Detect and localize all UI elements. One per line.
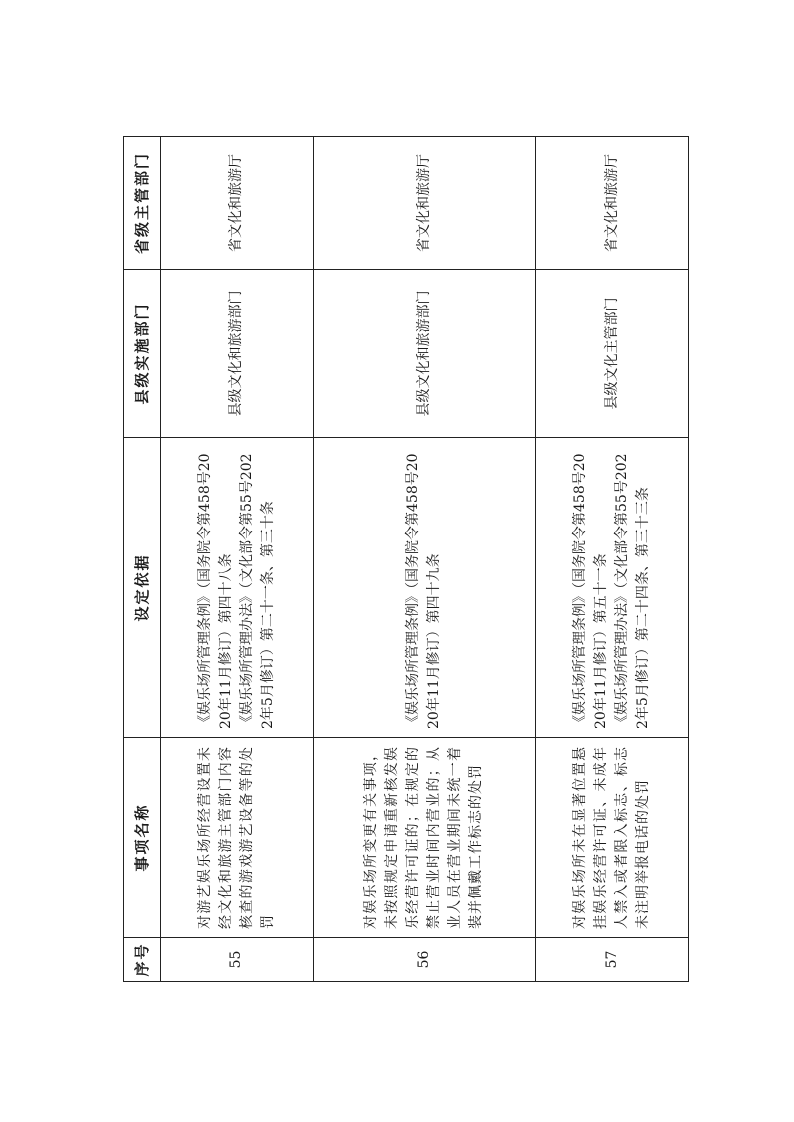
row-name: 对娱乐场所未在显著位置悬挂娱乐经营许可证、未成年人禁入或者限入标志、标志未注明举报电话的处罚 <box>536 738 689 938</box>
row-index: 55 <box>161 938 314 982</box>
row-province-dept: 省文化和旅游厅 <box>161 137 314 270</box>
basis-regulation: 《娱乐场所管理条例》（国务院令第458号2020年11月修订）第四十九条 <box>405 453 443 729</box>
header-basis: 设定依据 <box>124 438 161 738</box>
table-row <box>536 137 689 982</box>
matters-table <box>123 136 689 982</box>
basis-regulation: 《娱乐场所管理条例》（国务院令第458号2020年11月修订）第五十一条 <box>572 453 609 729</box>
basis-measures: 《娱乐场所管理办法》（文化部令第55号2022年5月修订）第二十四条、第三十三条 <box>614 453 651 729</box>
row-county-dept: 县级文化和旅游部门 <box>313 270 535 438</box>
row-index: 57 <box>536 938 689 982</box>
basis-regulation: 《娱乐场所管理条例》（国务院令第458号2020年11月修订）第四十八条 <box>196 453 234 729</box>
basis-measures: 《娱乐场所管理办法》（文化部令第55号2022年5月修订）第二十一条、第三十条 <box>238 453 276 729</box>
header-province-dept: 省级主管部门 <box>124 137 161 270</box>
header-county-dept: 县级实施部门 <box>124 270 161 438</box>
row-county-dept: 县级文化和旅游部门 <box>161 270 314 438</box>
row-county-dept: 县级文化主管部门 <box>536 270 689 438</box>
row-name: 对游艺娱乐场所经营设置未经文化和旅游主管部门内容核查的游戏游艺设备等的处罚 <box>161 738 314 938</box>
header-name: 事项名称 <box>124 738 161 938</box>
row-index: 56 <box>313 938 535 982</box>
header-row <box>124 137 161 982</box>
row-name: 对娱乐场所变更有关事项，未按照规定申请重新核发娱乐经营许可证的；在规定的禁止营业时间内营业的；从业人员在营业期间未统一着装并佩戴工作标志的处罚 <box>313 738 535 938</box>
row-basis <box>313 438 535 738</box>
row-province-dept: 省文化和旅游厅 <box>536 137 689 270</box>
table-row <box>161 137 314 982</box>
rotated-page <box>123 137 689 982</box>
table-row <box>313 137 535 982</box>
row-basis <box>536 438 689 738</box>
row-basis <box>161 438 314 738</box>
row-province-dept: 省文化和旅游厅 <box>313 137 535 270</box>
header-index: 序号 <box>124 938 161 982</box>
